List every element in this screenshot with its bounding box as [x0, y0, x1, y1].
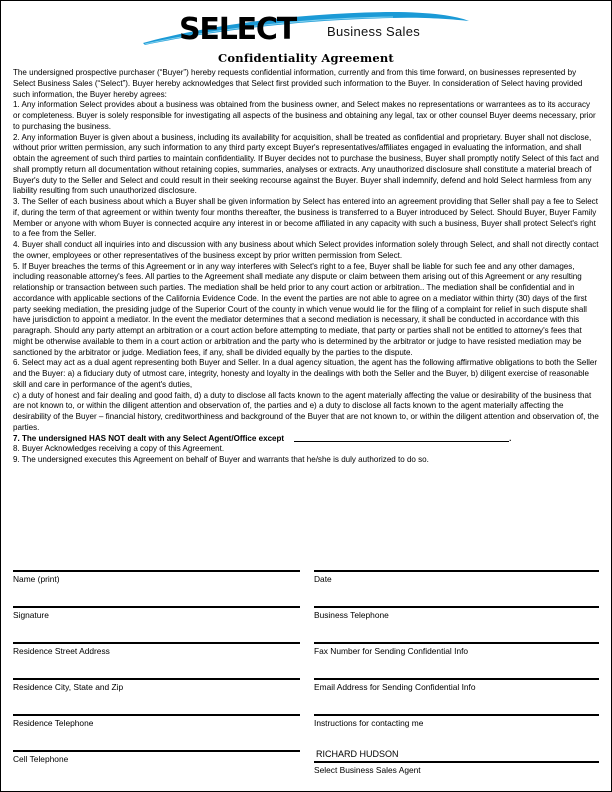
- field-business-telephone[interactable]: [308, 605, 599, 641]
- paragraph-intro: The undersigned prospective purchaser (“Buyer”) hereby requests confidential information, currently and from this time forward, on businesses represented by Select Business Sales (“Select”). Buyer hereby acknowledges that Select first provided such information to the Buyer. In consideration of Select having provided such information, the Buyer hereby agrees:: [13, 68, 583, 99]
- paragraph-item-1: 1. Any information Select provides about a business was obtained from the business owner, and Select makes no representations or warrantees as to its accuracy or completeness. Buyer is solely responsible for investigating all aspects of the business and obtaining any legal, tax or other counsel Buyer deems necessary, prior to purchasing the business.: [13, 100, 596, 131]
- field-label: Name (print): [13, 574, 60, 584]
- logo-wordmark: SELECT: [179, 12, 296, 47]
- signature-row: [13, 605, 599, 641]
- page-title: Confidentiality Agreement: [218, 51, 394, 65]
- field-label: Date: [314, 574, 332, 584]
- field-residence-street-address[interactable]: [13, 641, 308, 677]
- field-email-address[interactable]: [308, 677, 599, 713]
- signature-row: [13, 749, 599, 785]
- signature-row: [13, 677, 599, 713]
- field-fax-number[interactable]: [308, 641, 599, 677]
- field-signature[interactable]: [13, 605, 308, 641]
- paragraph-item-3: 3. The Seller of each business about which a Buyer shall be given information by Select has entered into an agreement providing that Seller shall pay a fee to Select if, during the term of that agreement or within twenty four months thereafter, the business is transferred to a Buyer introduced by Select. Should Buyer, Buyer Family Member or anyone with whom Buyer is connected acquire any interest in or become affiliated in any capacity with such a business, Buyer shall protect Select's right to a fee from the Seller.: [13, 197, 598, 239]
- paragraph-item-7: [13, 434, 599, 445]
- paragraph-item-2: 2. Any information Buyer is given about a business, including its availability for acquisition, shall be treated as confidential and proprietary. Buyer shall not disclose, without prior written permission, any such information to any third party except Buyer's representatives/affiliates engaged in evaluating the information, and shall obtain the agreement of such third parties to maintain confidentiality. If Buyer decides not to purchase the business, Buyer shall promptly notify Select of this fact and shall promptly return all documentation without retaining copies, summaries, analyses or extracts. Any unauthorized disclosure shall constitute a material breach of Buyer's duty to the Seller and Select and could result in their seeking recourse against the Buyer. Buyer shall indemnify, defend and hold Select harmless from any liability resulting from such unauthorized disclosure.: [13, 132, 599, 196]
- paragraph-item-6-cont: c) a duty of honest and fair dealing and good faith, d) a duty to disclose all facts known to the agent materially affecting the value or desirability of the business that are not known to, or within the diligent attention and observation of, the parties and e) a duty to disclose all facts known to the agent materially affecting the desirability of the Buyer – financial history, creditworthiness and background of the Buyer that are not known to, or within the diligent attention and observation of, the parties.: [13, 390, 599, 432]
- field-label: Email Address for Sending Confidential Info: [314, 682, 476, 692]
- signature-row: [13, 713, 599, 749]
- field-select-business-sales-agent[interactable]: [308, 749, 599, 785]
- item-7-text: 7. The undersigned HAS NOT dealt with any Select Agent/Office except: [13, 433, 285, 443]
- paragraph-item-6: 6. Select may act as a dual agent representing both Buyer and Seller. In a dual agency situation, the agent has the following affirmative obligations to both the Seller and the Buyer: a) a fiduciary duty of utmost care, integrity, honesty and loyalty in the dealings with both the Seller and the Buyer, b) diligent exercise of reasonable skill and care in performance of the agent's duties,: [13, 358, 598, 389]
- field-date[interactable]: [308, 569, 599, 605]
- select-agent-office-blank[interactable]: [294, 441, 509, 442]
- paragraph-item-4: 4. Buyer shall conduct all inquiries into and discussion with any business about which Select provides information solely through Select, and shall not directly contact the owner, employees or other representatives of the business except by prior written permission from Select.: [13, 240, 599, 260]
- signature-row: [13, 569, 599, 605]
- field-label: Residence City, State and Zip: [13, 682, 124, 692]
- paragraph-item-8: 8. Buyer Acknowledges receiving a copy of this Agreement.: [13, 444, 225, 454]
- signature-field-grid: [13, 569, 599, 785]
- field-residence-city-state-zip[interactable]: [13, 677, 308, 713]
- field-contact-instructions[interactable]: [308, 713, 599, 749]
- field-label: Cell Telephone: [13, 754, 69, 764]
- paragraph-item-9: 9. The undersigned executes this Agreement on behalf of Buyer and warrants that he/she is duly authorized to do so.: [13, 455, 429, 464]
- item-7-trailing: .: [509, 433, 512, 443]
- field-label: Signature: [13, 610, 49, 620]
- signature-row: [13, 641, 599, 677]
- field-label: Residence Telephone: [13, 718, 94, 728]
- agreement-body: [13, 68, 599, 466]
- select-business-sales-logo: [141, 9, 471, 49]
- field-cell-telephone[interactable]: [13, 749, 308, 785]
- paragraph-item-5: 5. If Buyer breaches the terms of this Agreement or in any way interferes with Select's right to a fee, Buyer shall be liable for such fee and any other damages, including reasonable attorney's fees. All parties to the Agreement shall mediate any dispute or claim between them arising out of this Agreement or any resulting relationship or transaction between such parties. The mediation shall be held prior to any court action or arbitration.. The mediation shall be confidential and in accordance with applicable sections of the California Evidence Code. In the event the parties are not able to agree on a mediator within thirty (30) days of the first party seeking mediation, the presiding judge of the Superior Court of the county in which venue would lie for the filing of a complaint for relief in such dispute shall have jurisdiction to appoint a mediator. In the event the mediator determines that a second mediation is necessary, it shall be conducted in accordance with this paragraph. Should any party attempt an arbitration or a court action before attempting to mediate, that party or parties shall not be entitled to attorney's fees that might be otherwise available to them in a court action or arbitration and the party who is determined by the arbitrator or judge to have resisted mediation may be sanctioned by the arbitrator or judge. Mediation fees, if any, shall be divided equally by the parties to the dispute.: [13, 261, 587, 357]
- document-header: [13, 9, 599, 65]
- field-residence-telephone[interactable]: [13, 713, 308, 749]
- field-label: Residence Street Address: [13, 646, 110, 656]
- agent-name: RICHARD HUDSON: [316, 749, 399, 759]
- field-label: Business Telephone: [314, 610, 389, 620]
- field-label: Fax Number for Sending Confidential Info: [314, 646, 469, 656]
- field-label: Select Business Sales Agent: [314, 765, 421, 775]
- field-label: Instructions for contacting me: [314, 718, 424, 728]
- logo-tagline: Business Sales: [327, 24, 421, 39]
- field-name-print[interactable]: [13, 569, 308, 605]
